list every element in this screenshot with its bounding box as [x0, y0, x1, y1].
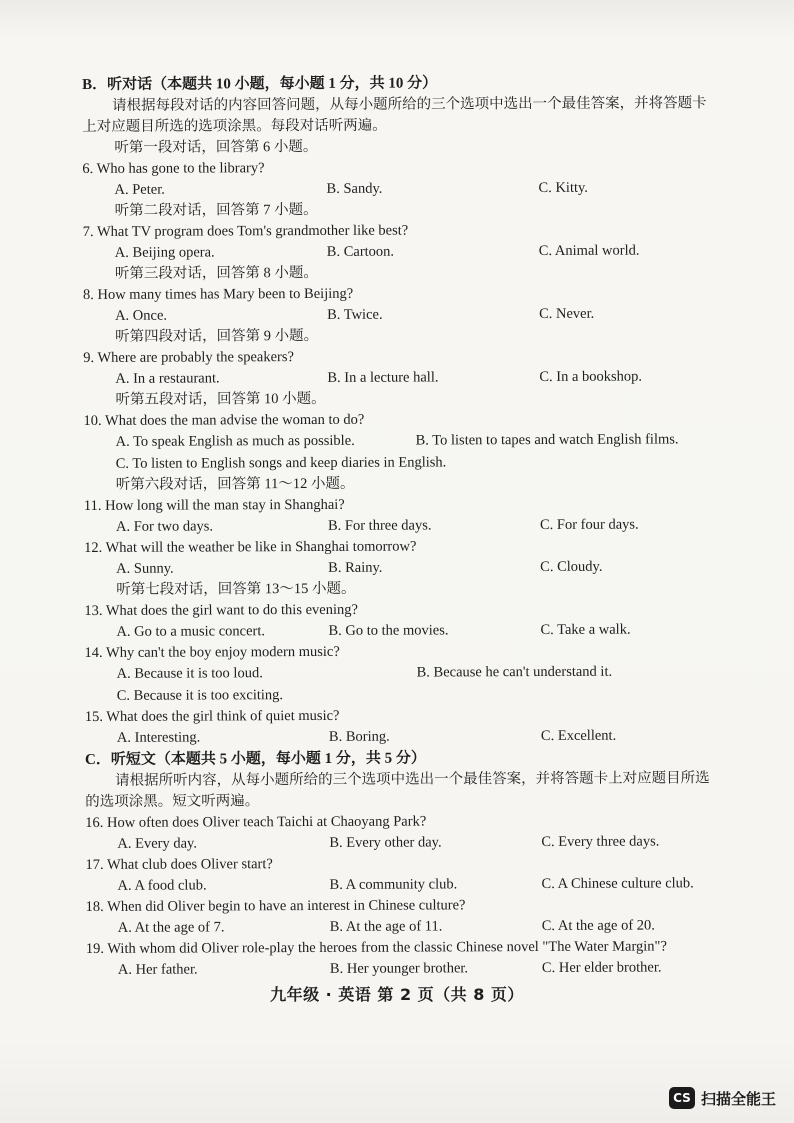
option-a: A. Her father.: [117, 961, 198, 978]
option-c: C. Cloudy.: [540, 558, 603, 576]
option-c: C. To listen to English songs and keep diaries in English.: [115, 454, 447, 472]
camscanner-logo-icon: CS: [669, 1087, 695, 1109]
options-8: [83, 302, 719, 327]
question-13: 13. What does the girl want to do this evening?: [84, 601, 358, 619]
option-c: C. Take a walk.: [540, 621, 631, 639]
option-a: A. Interesting.: [116, 729, 201, 746]
option-b: B. Boring.: [328, 728, 390, 745]
question-17: 17. What club does Oliver start?: [85, 856, 273, 873]
option-b: B. Rainy.: [328, 559, 383, 576]
question-9: 9. Where are probably the speakers?: [83, 349, 294, 366]
option-a: A. Peter.: [114, 181, 165, 198]
section-c-instruction: 请根据所听内容，从每小题所给的三个选项中选出一个最佳答案，并将答题卡上对应题目所选的选项涂黑。短文听两遍。: [85, 770, 710, 810]
option-c: C. In a bookshop.: [539, 368, 643, 386]
question-10: 10. What does the man advise the woman to do?: [83, 411, 365, 429]
listen-prompt: 听第六段对话，回答第 11～12 小题。: [115, 475, 355, 493]
option-a: A. To speak English as much as possible.: [115, 432, 355, 450]
options-7: [83, 239, 719, 264]
options-15: [85, 724, 721, 749]
question-16: 16. How often does Oliver teach Taichi at Chaoyang Park?: [85, 813, 427, 831]
listen-prompt: 听第四段对话，回答第 9 小题。: [115, 327, 319, 345]
options-6: [82, 176, 718, 201]
option-a: A. For two days.: [115, 518, 214, 535]
option-b: B. Twice.: [327, 306, 383, 323]
question-6: 6. Who has gone to the library?: [82, 160, 265, 177]
option-b: B. Cartoon.: [326, 243, 395, 260]
option-c: C. Kitty.: [538, 179, 588, 197]
options-10: [84, 428, 720, 453]
option-a: A. Every day.: [117, 835, 197, 852]
question-7: 7. What TV program does Tom's grandmother like best?: [82, 222, 409, 240]
option-c: C. Her elder brother.: [541, 959, 662, 977]
option-c: C. Animal world.: [538, 242, 640, 260]
option-b: B. Sandy.: [326, 180, 383, 197]
option-a: A. Once.: [115, 307, 168, 324]
options-10-row2: [84, 450, 720, 475]
options-17: [85, 872, 721, 897]
options-9: [83, 365, 719, 390]
section-b-instruction: 请根据每段对话的内容回答问题，从每小题所给的三个选项中选出一个最佳答案，并将答题卡上对应题目所选的选项涂黑。每段对话听两遍。: [82, 95, 707, 135]
options-19: [86, 956, 722, 981]
option-c: C. A Chinese culture club.: [541, 875, 694, 893]
option-a: A. Go to a music concert.: [116, 623, 266, 640]
options-16: [85, 830, 721, 855]
question-11: 11. How long will the man stay in Shanghai?: [83, 496, 345, 514]
exam-content: [82, 71, 722, 981]
option-b: B. A community club.: [329, 876, 458, 893]
option-c: C. Excellent.: [540, 727, 617, 745]
options-14: [85, 660, 721, 685]
question-18: 18. When did Oliver begin to have an interest in Chinese culture?: [85, 897, 466, 915]
option-c: C. Because it is too exciting.: [116, 687, 284, 704]
options-12: [84, 555, 720, 580]
listen-prompt: 听第一段对话，回答第 6 小题。: [114, 138, 318, 156]
option-c: C. Never.: [539, 305, 595, 323]
question-14: 14. Why can't the boy enjoy modern music?: [84, 643, 340, 661]
watermark-text: 扫描全能王: [700, 1089, 776, 1108]
question-8: 8. How many times has Mary been to Beijing?: [82, 285, 354, 303]
option-b: B. Her younger brother.: [329, 960, 469, 977]
section-b-title: B．听对话（本题共 10 小题，每小题 1 分，共 10 分）: [82, 75, 438, 93]
option-a: A. In a restaurant.: [115, 370, 220, 387]
option-c: C. Every three days.: [541, 833, 660, 851]
option-a: A. Because it is too loud.: [116, 665, 263, 682]
question-15: 15. What does the girl think of quiet music?: [84, 707, 340, 725]
option-c: C. At the age of 20.: [541, 917, 655, 935]
listen-prompt: 听第七段对话，回答第 13～15 小题。: [116, 580, 356, 598]
option-a: A. A food club.: [117, 877, 207, 894]
option-b: B. At the age of 11.: [329, 918, 443, 935]
option-b: B. To listen to tapes and watch English films.: [415, 431, 679, 449]
option-b: B. Because he can't understand it.: [416, 663, 613, 681]
question-12: 12. What will the weather be like in Shanghai tomorrow?: [84, 538, 417, 556]
options-11: [84, 513, 720, 538]
option-b: B. Go to the movies.: [328, 622, 449, 639]
option-a: A. Beijing opera.: [114, 244, 215, 261]
question-19: 19. With whom did Oliver role-play the heroes from the classic Chinese novel "The Water Margin"?: [85, 938, 667, 957]
option-a: A. At the age of 7.: [117, 919, 225, 936]
option-b: B. For three days.: [327, 517, 432, 534]
option-c: C. For four days.: [539, 516, 639, 534]
listen-prompt: 听第二段对话，回答第 7 小题。: [114, 201, 318, 219]
option-b: B. In a lecture hall.: [327, 369, 439, 386]
page-footer: 九年级 · 英语 第 2 页（共 8 页）: [270, 985, 524, 1004]
listen-prompt: 听第三段对话，回答第 8 小题。: [114, 264, 318, 282]
options-18: [86, 914, 722, 939]
option-a: A. Sunny.: [116, 560, 174, 577]
options-14-row2: [85, 682, 721, 707]
options-13: [84, 618, 720, 643]
scanner-watermark: [669, 1087, 776, 1109]
listen-prompt: 听第五段对话，回答第 10 小题。: [115, 390, 326, 408]
option-b: B. Every other day.: [329, 834, 442, 851]
section-c-title: C．听短文（本题共 5 小题，每小题 1 分，共 5 分）: [84, 750, 426, 768]
